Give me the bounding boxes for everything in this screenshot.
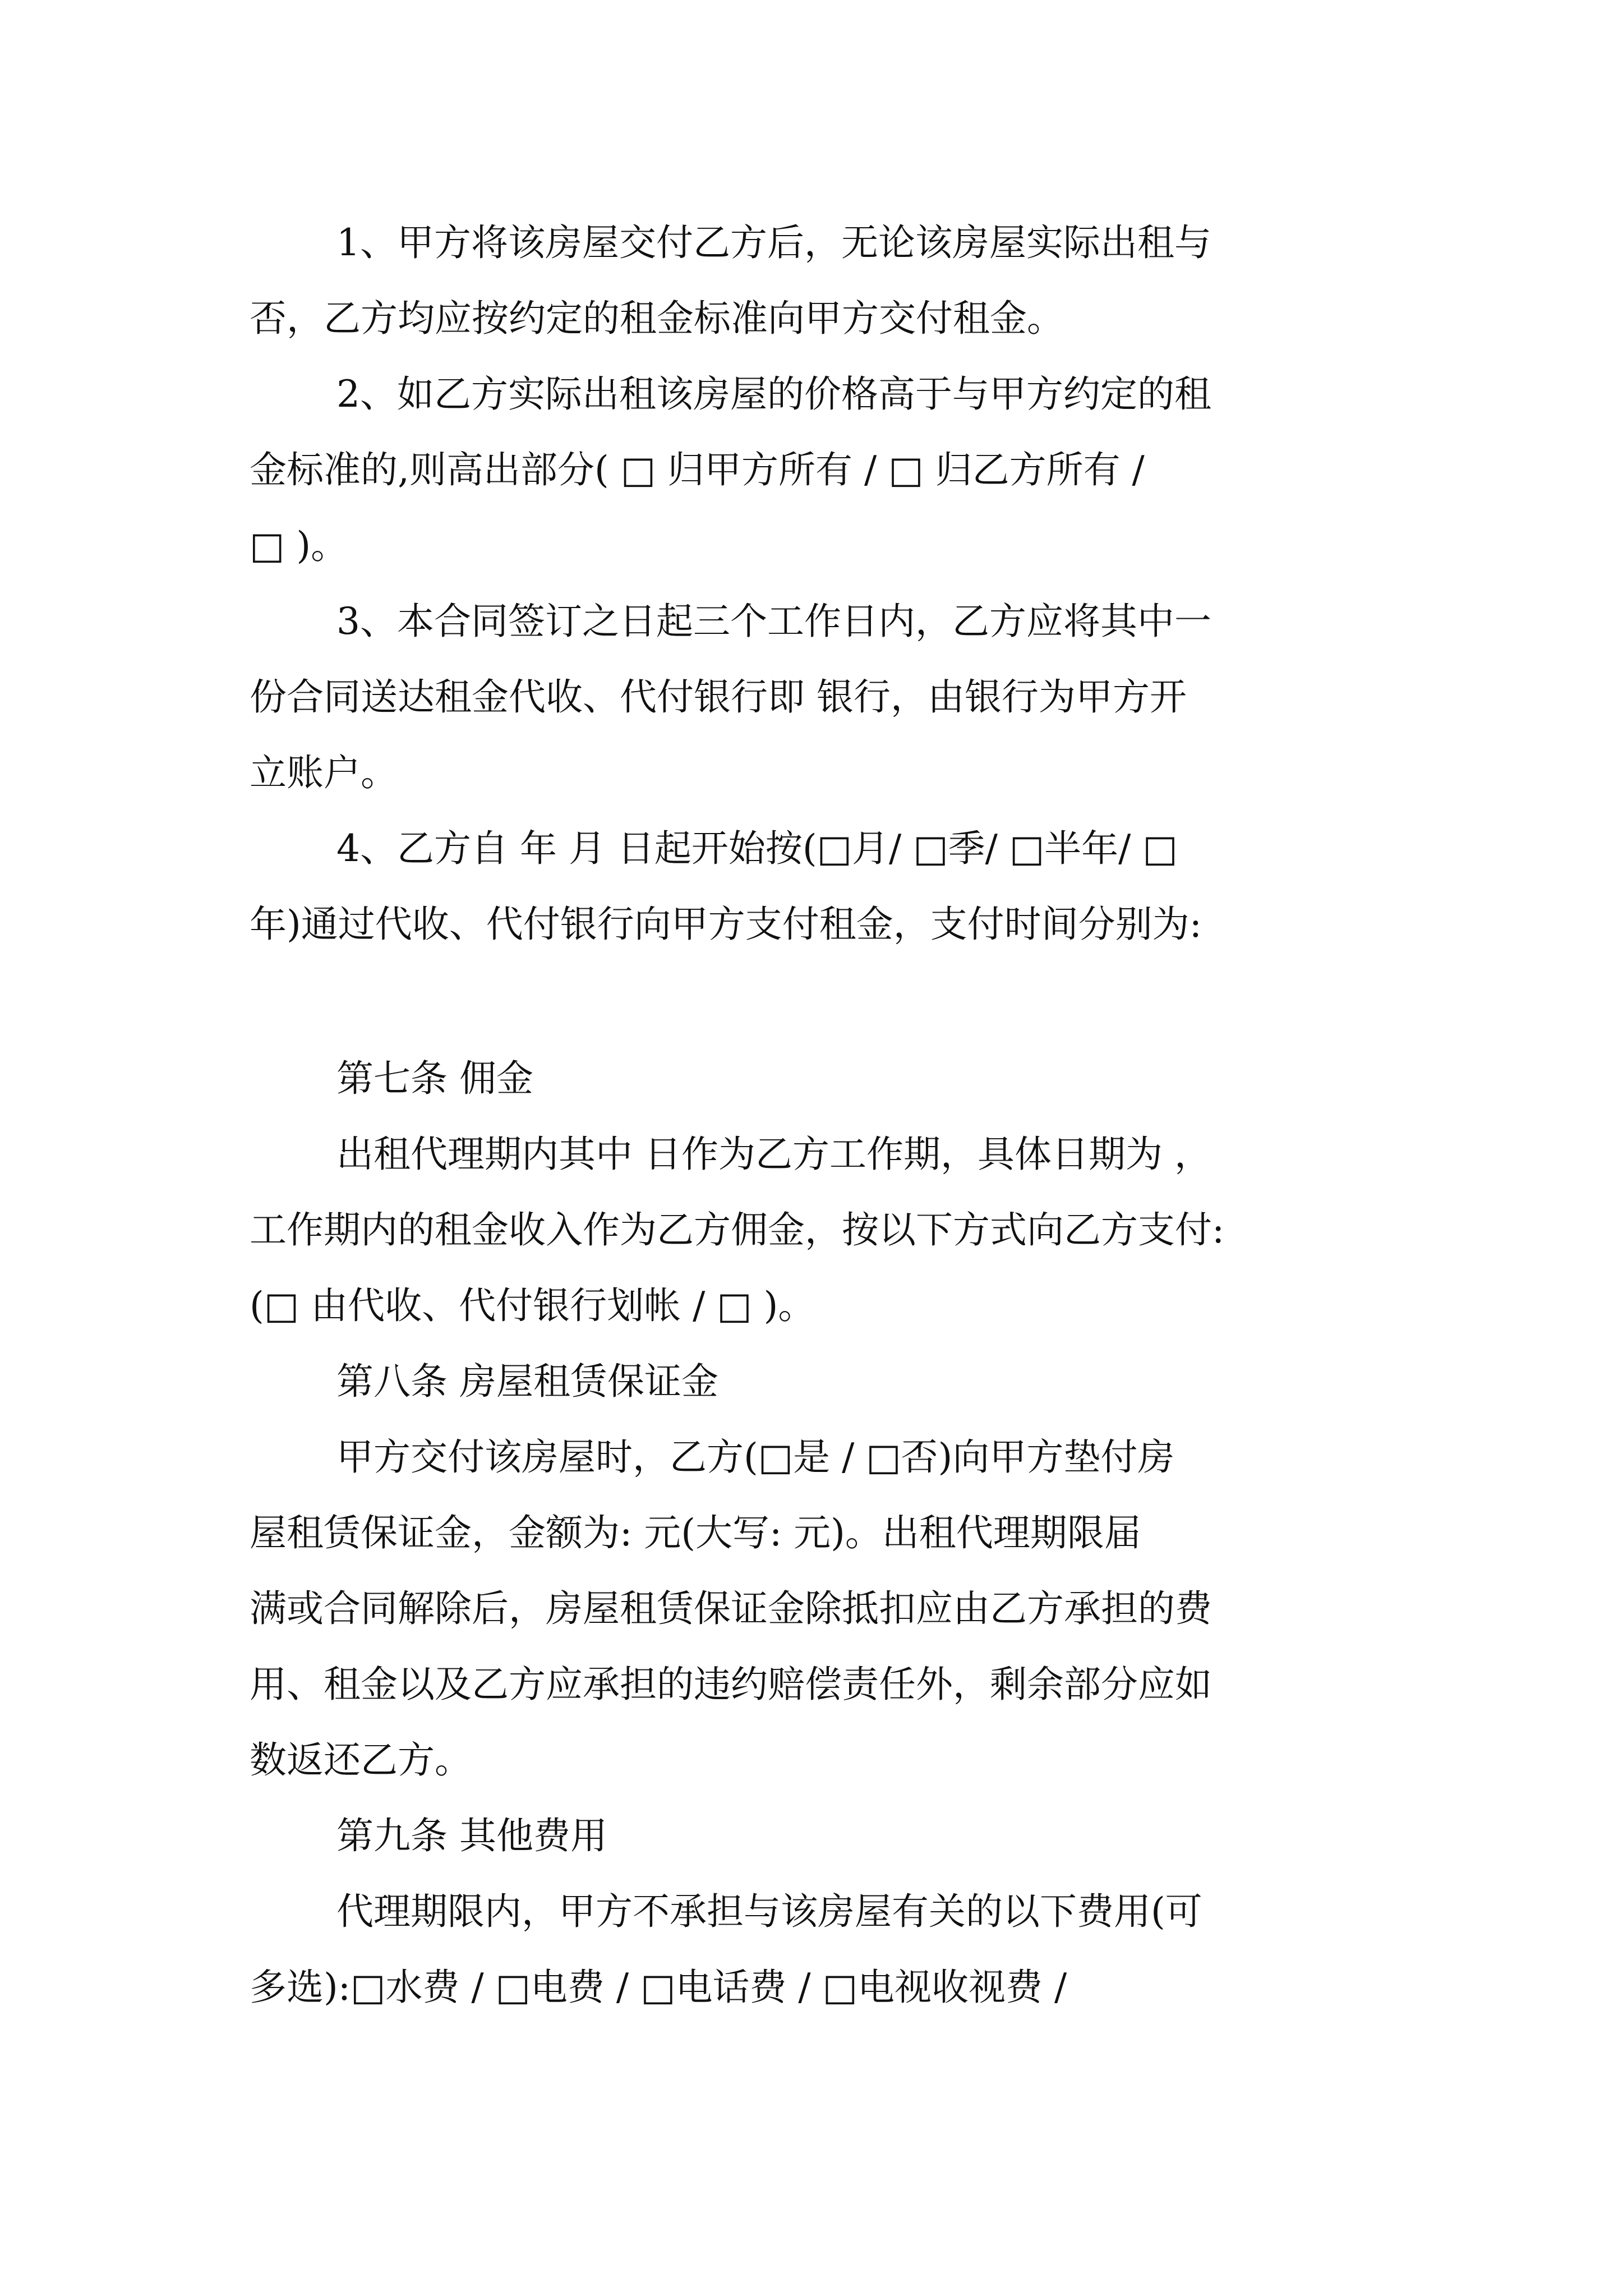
paragraph-6-line-3: 满或合同解除后，房屋租赁保证金除抵扣应由乙方承担的费 <box>250 1587 1212 1630</box>
paragraph-6-line-4: 用、租金以及乙方应承担的违约赔偿责任外，剩余部分应如 <box>250 1663 1212 1706</box>
paragraph-6-line-1: 甲方交付该房屋时，乙方(□是 / □否)向甲方垫付房 <box>336 1435 1175 1479</box>
paragraph-7-line-2: 多选):□水费 / □电费 / □电话费 / □电视收视费 / <box>250 1966 1067 2009</box>
paragraph-1-line-2: 否，乙方均应按约定的租金标准向甲方交付租金。 <box>250 297 1064 340</box>
paragraph-5-line-2: 工作期内的租金收入作为乙方佣金，按以下方式向乙方支付: <box>250 1208 1225 1251</box>
section-heading-article-8: 第八条 房屋租赁保证金 <box>336 1360 718 1403</box>
paragraph-2-line-1: 2、如乙方实际出租该房屋的价格高于与甲方约定的租 <box>336 372 1211 416</box>
paragraph-4-line-2: 年)通过代收、代付银行向甲方支付租金，支付时间分别为: <box>250 903 1202 946</box>
paragraph-5-line-1: 出租代理期内其中 日作为乙方工作期，具体日期为 ， <box>336 1133 1211 1176</box>
paragraph-1-line-1: 1、甲方将该房屋交付乙方后，无论该房屋实际出租与 <box>336 221 1211 264</box>
paragraph-7-line-1: 代理期限内，甲方不承担与该房屋有关的以下费用(可 <box>336 1890 1202 1933</box>
section-heading-article-9: 第九条 其他费用 <box>336 1814 607 1857</box>
paragraph-3-line-1: 3、本合同签订之日起三个工作日内，乙方应将其中一 <box>336 600 1211 643</box>
paragraph-2-line-2: 金标准的,则高出部分( □ 归甲方所有 / □ 归乙方所有 / <box>250 448 1145 491</box>
paragraph-4-line-1: 4、乙方自 年 月 日起开始按(□月/ □季/ □半年/ □ <box>336 827 1178 870</box>
paragraph-6-line-2: 屋租赁保证金，金额为: 元(大写: 元)。出租代理期限届 <box>250 1511 1141 1554</box>
paragraph-2-line-3: □ )。 <box>250 524 348 567</box>
paragraph-6-line-5: 数返还乙方。 <box>250 1738 472 1782</box>
paragraph-3-line-2: 份合同送达租金代收、代付银行即 银行，由银行为甲方开 <box>250 675 1187 719</box>
paragraph-5-line-3: (□ 由代收、代付银行划帐 / □ )。 <box>250 1284 815 1327</box>
paragraph-3-line-3: 立账户。 <box>250 751 398 794</box>
section-heading-article-7: 第七条 佣金 <box>336 1057 533 1100</box>
